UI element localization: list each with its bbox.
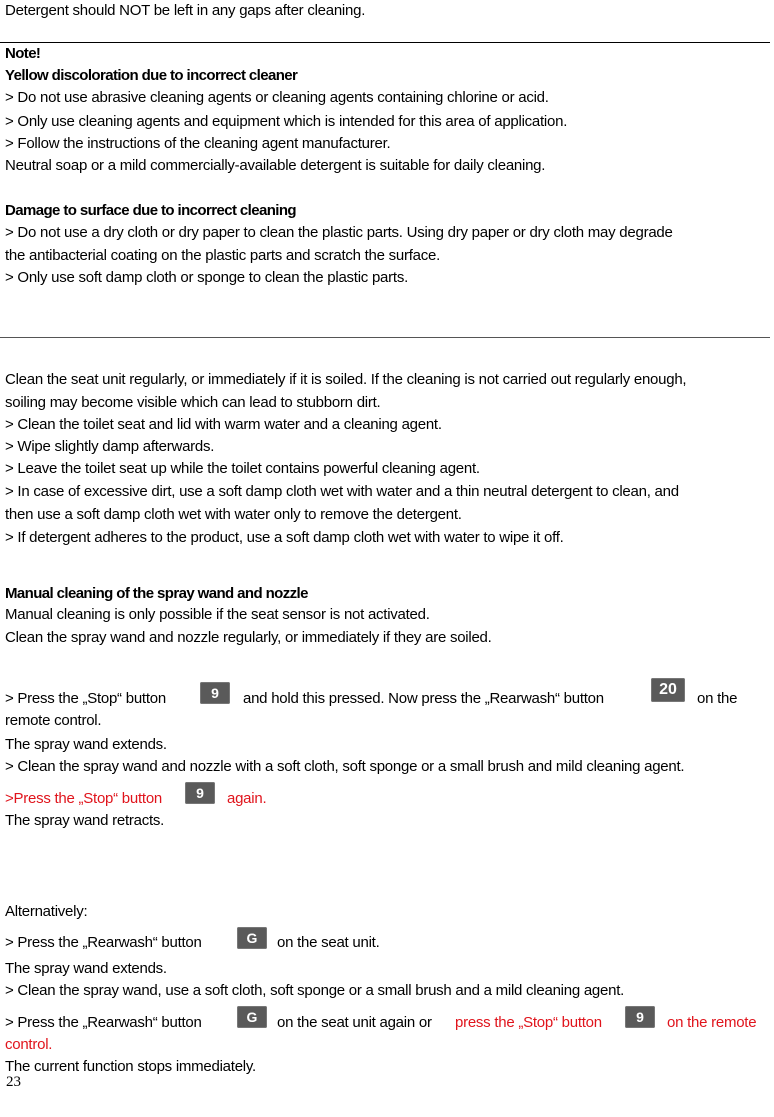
note-line-3: > Follow the instructions of the cleaning agent manufacturer. xyxy=(5,135,391,152)
seat-line-8: > If detergent adheres to the product, use a soft damp cloth wet with water to wipe it off. xyxy=(5,529,564,546)
control-red-text: control. xyxy=(5,1036,53,1053)
damage-title: Damage to surface due to incorrect cleaning xyxy=(5,202,296,219)
seat-line-5: > Leave the toilet seat up while the toilet contains powerful cleaning agent. xyxy=(5,460,480,477)
seat-line-6: > In case of excessive dirt, use a soft damp cloth wet with water and a thin neutral detergent to clean, and xyxy=(5,483,679,500)
note-line-4: Neutral soap or a mild commercially-available detergent is suitable for daily cleaning. xyxy=(5,157,546,174)
alternatively-text: Alternatively: xyxy=(5,903,88,920)
damage-line-2: the antibacterial coating on the plastic parts and scratch the surface. xyxy=(5,247,441,264)
press-stop-again-text: >Press the „Stop“ button xyxy=(5,790,163,807)
alt-press-rearwash-text: > Press the „Rearwash“ button xyxy=(5,934,202,951)
stop-button-icon: 9 xyxy=(200,682,230,704)
note-title: Note! xyxy=(5,45,41,62)
on-the-text: on the xyxy=(697,690,738,707)
again-text: again. xyxy=(227,790,267,807)
page-number: 23 xyxy=(6,1074,21,1090)
rearwash-remote-button-icon: 20 xyxy=(651,678,685,702)
intro-line: Detergent should NOT be left in any gaps after cleaning. xyxy=(5,2,366,19)
stop-button-icon-2: 9 xyxy=(185,782,215,804)
wand-retracts-text: The spray wand retracts. xyxy=(5,812,165,829)
manual-cleaning-title: Manual cleaning of the spray wand and nozzle xyxy=(5,585,308,602)
press-stop-red-text: press the „Stop“ button xyxy=(455,1014,602,1031)
alt-wand-extends-text: The spray wand extends. xyxy=(5,960,167,977)
seat-line-3: > Clean the toilet seat and lid with warm water and a cleaning agent. xyxy=(5,416,442,433)
rearwash-seat-button-icon-2: G xyxy=(237,1006,267,1028)
manual-line-1: Manual cleaning is only possible if the seat sensor is not activated. xyxy=(5,606,430,623)
divider-middle xyxy=(0,337,770,338)
seat-line-1: Clean the seat unit regularly, or immediately if it is soiled. If the cleaning is not carried out regularly enough, xyxy=(5,371,687,388)
on-seat-unit-text: on the seat unit. xyxy=(277,934,380,951)
remote-control-text: remote control. xyxy=(5,712,102,729)
press-stop-text: > Press the „Stop“ button xyxy=(5,690,166,707)
note-subtitle: Yellow discoloration due to incorrect cleaner xyxy=(5,67,298,84)
divider-top xyxy=(0,42,770,43)
stop-button-icon-3: 9 xyxy=(625,1006,655,1028)
rearwash-seat-button-icon: G xyxy=(237,927,267,949)
note-line-2: > Only use cleaning agents and equipment which is intended for this area of application. xyxy=(5,113,568,130)
alt-press-rearwash-again-text: > Press the „Rearwash“ button xyxy=(5,1014,202,1031)
note-line-1: > Do not use abrasive cleaning agents or cleaning agents containing chlorine or acid. xyxy=(5,89,549,106)
seat-line-7: then use a soft damp cloth wet with water only to remove the detergent. xyxy=(5,506,462,523)
seat-unit-again-text: on the seat unit again or xyxy=(277,1014,432,1031)
damage-line-1: > Do not use a dry cloth or dry paper to clean the plastic parts. Using dry paper or dry cloth may degrade xyxy=(5,224,673,241)
alt-clean-wand-text: > Clean the spray wand, use a soft cloth, soft sponge or a small brush and a mild cleaning agent. xyxy=(5,982,625,999)
on-the-remote-text: on the remote xyxy=(667,1014,757,1031)
clean-wand-text: > Clean the spray wand and nozzle with a soft cloth, soft sponge or a small brush and mild cleaning agent. xyxy=(5,758,685,775)
seat-line-4: > Wipe slightly damp afterwards. xyxy=(5,438,215,455)
hold-pressed-text: and hold this pressed. Now press the „Rearwash“ button xyxy=(243,690,604,707)
wand-extends-text: The spray wand extends. xyxy=(5,736,167,753)
damage-line-3: > Only use soft damp cloth or sponge to clean the plastic parts. xyxy=(5,269,408,286)
function-stops-text: The current function stops immediately. xyxy=(5,1058,256,1075)
seat-line-2: soiling may become visible which can lead to stubborn dirt. xyxy=(5,394,381,411)
manual-line-2: Clean the spray wand and nozzle regularly, or immediately if they are soiled. xyxy=(5,629,492,646)
